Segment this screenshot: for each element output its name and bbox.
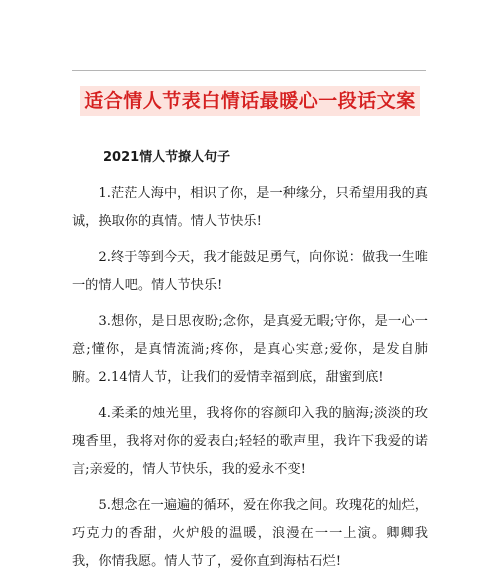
paragraph-5: 5.想念在一遍遍的循环，爱在你我之间。玫瑰花的灿烂，巧克力的香甜，火炉般的温暖，浪漫在一一上演。卿卿我我，你情我愿。情人节了，爱你直到海枯石烂!: [72, 498, 428, 569]
paragraph-4: 4.柔柔的烛光里，我将你的容颜印入我的脑海;淡淡的玫瑰香里，我将对你的爱表白;轻轻的歌声里，我许下我爱的诺言;亲爱的，情人节快乐，我的爱永不变!: [72, 406, 428, 477]
header-divider: [72, 70, 426, 71]
document-body: [72, 180, 428, 584]
paragraph-1: 1.茫茫人海中，相识了你，是一种缘分，只希望用我的真诚，换取你的真情。情人节快乐!: [72, 186, 428, 229]
paragraph-2: 2.终于等到今天，我才能鼓足勇气，向你说：做我一生唯一的情人吧。情人节快乐!: [72, 250, 428, 293]
document-title: 适合情人节表白情话最暖心一段话文案: [80, 86, 420, 116]
paragraph-3: 3.想你，是日思夜盼;念你，是真爱无暇;守你，是一心一意;懂你，是真情流淌;疼你，是真心实意;爱你，是发自肺腑。2.14情人节，让我们的爱情幸福到底，甜蜜到底!: [72, 314, 428, 385]
section-heading: 2021情人节撩人句子: [103, 150, 231, 165]
title-container: [0, 86, 500, 116]
